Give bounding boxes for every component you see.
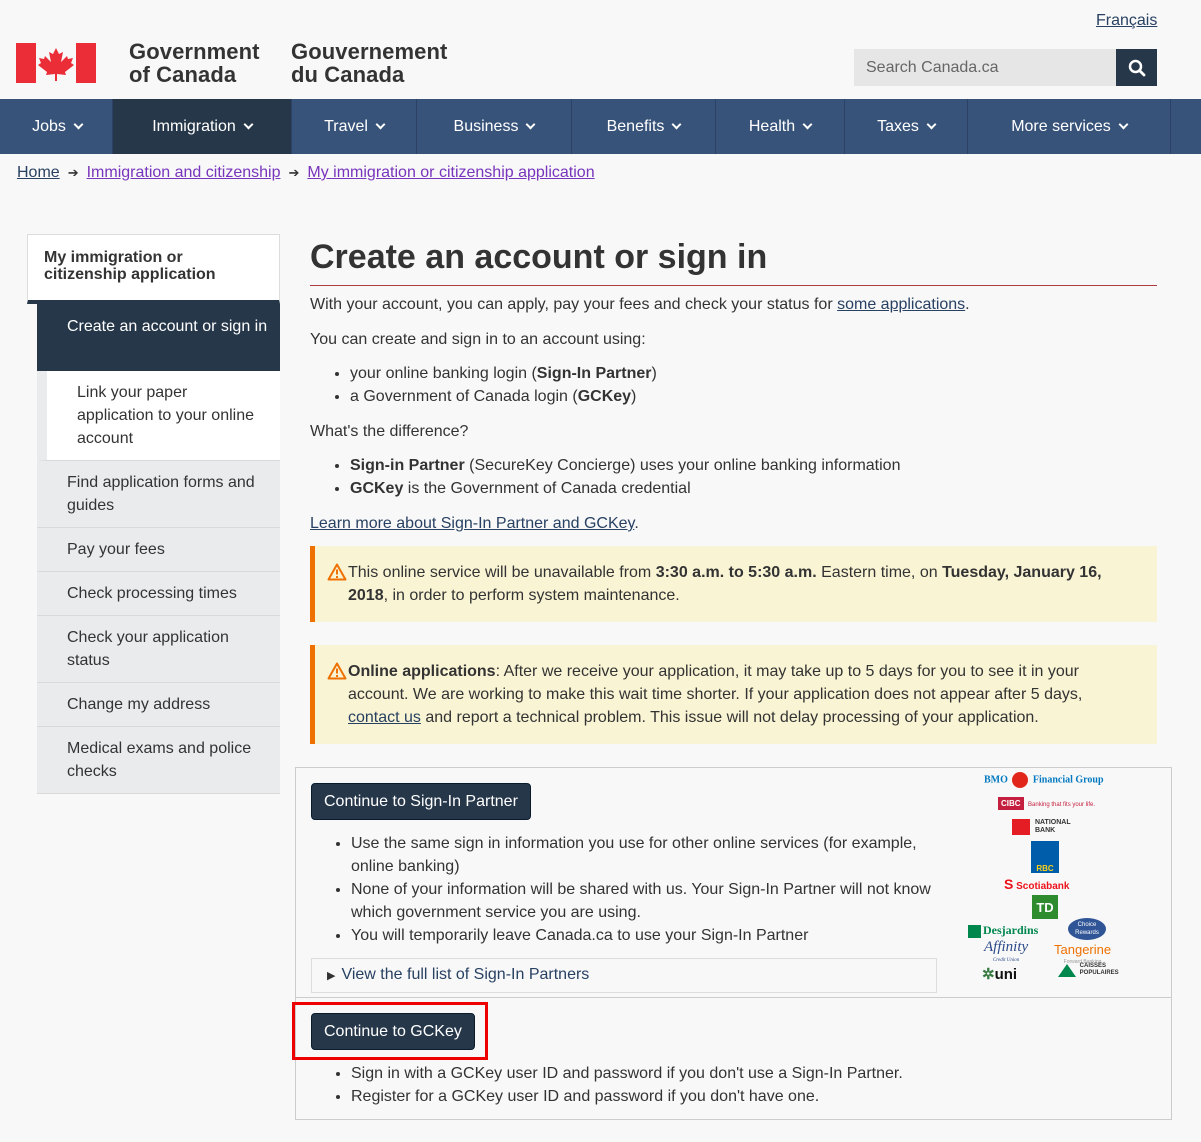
gckey-points (311, 1062, 1011, 1108)
sign-in-partner-points (311, 832, 951, 947)
arrow-right-icon: ➔ (67, 165, 79, 180)
national-bank-logo: NATIONAL BANK (1012, 819, 1071, 835)
difference-question: What's the difference? (310, 423, 469, 440)
list-item: • Use the same sign in information you use for other online services (for example, online banking) (351, 832, 951, 878)
sidebar-item-change-address[interactable]: Change my address (37, 683, 280, 727)
tangerine-logo: Tangerine Forward Banking (1054, 942, 1112, 965)
sidebar-item-link-paper-application[interactable]: Link your paper application to your online account (37, 371, 280, 461)
sidebar-item-processing-times[interactable]: Check processing times (37, 572, 280, 616)
chevron-down-icon (243, 120, 253, 130)
sidebar-item-find-forms[interactable]: Find application forms and guides (37, 461, 280, 528)
list-item: • your online banking login (Sign-In Partner) (350, 362, 657, 385)
rbc-logo: RBC (1031, 841, 1059, 873)
list-item: • Sign in with a GCKey user ID and password if you don't use a Sign-In Partner. (351, 1062, 1011, 1085)
list-item: • Register for a GCKey user ID and password if you don't have one. (351, 1085, 1011, 1108)
chevron-down-icon (803, 120, 813, 130)
continue-sign-in-partner-button[interactable]: Continue to Sign-In Partner (311, 783, 531, 820)
sidebar-nav (37, 304, 280, 794)
contact-us-link[interactable]: contact us (348, 709, 421, 726)
online-applications-alert: Online applications: After we receive your application, it may take up to 5 days for you to see it in your account. We are working to make this wait time shorter. If your application does not appear after 5 days, contact us and report a technical problem. This issue will not delay processing of your application. (310, 645, 1157, 744)
learn-more-link[interactable]: Learn more about Sign-In Partner and GCKey (310, 515, 635, 532)
intro-paragraph: With your account, you can apply, pay your fees and check your status for some applications. (310, 296, 970, 313)
highlight-box (292, 1002, 488, 1060)
sign-in-partner-logos (960, 768, 1160, 988)
chevron-down-icon (375, 120, 385, 130)
cibc-logo: CIBC Banking that fits your life. (998, 793, 1095, 811)
search-icon (1128, 59, 1146, 77)
breadcrumb-application-link[interactable]: My immigration or citizenship application (307, 164, 595, 181)
language-toggle-link[interactable]: Français (1096, 12, 1158, 29)
panel-divider (296, 997, 1171, 998)
menu-item-benefits[interactable]: Benefits (572, 99, 716, 154)
scotiabank-logo: S Scotiabank (1004, 876, 1070, 892)
caisses-populaires-logo: CAISSES POPULAIRES (1058, 963, 1119, 977)
list-item: • GCKey is the Government of Canada credential (350, 477, 900, 500)
menu-item-taxes[interactable]: Taxes (845, 99, 968, 154)
list-item: • a Government of Canada login (GCKey) (350, 385, 657, 408)
menu-item-business[interactable]: Business (417, 99, 572, 154)
government-signature-en: Government of Canada (129, 39, 260, 87)
view-partners-toggle[interactable]: ▶ View the full list of Sign-In Partners (311, 958, 937, 993)
choice-rewards-logo: Choice Rewards (1068, 918, 1106, 940)
chevron-down-icon (1118, 120, 1128, 130)
list-item: • You will temporarily leave Canada.ca to use your Sign-In Partner (351, 924, 951, 947)
main-menu (0, 99, 1201, 154)
breadcrumb-home-link[interactable]: Home (17, 164, 60, 181)
triangle-right-icon: ▶ (327, 970, 336, 982)
maintenance-alert: This online service will be unavailable from 3:30 a.m. to 5:30 a.m. Eastern time, on Tuesday, January 16, 2018, in order to perform system maintenance. (310, 546, 1157, 622)
affinity-logo: Affinity Credit Union (984, 939, 1029, 963)
chevron-down-icon (926, 120, 936, 130)
sidebar-heading[interactable]: My immigration or citizenship application (27, 234, 280, 304)
government-signature-fr: Gouvernement du Canada (291, 39, 448, 87)
menu-item-travel[interactable]: Travel (292, 99, 417, 154)
search-button[interactable] (1116, 49, 1157, 86)
login-options-list (310, 362, 657, 408)
bmo-logo: BMO Financial Group (984, 772, 1104, 788)
sidebar-item-medical-exams[interactable]: Medical exams and police checks (37, 727, 280, 794)
search-input[interactable] (854, 49, 1117, 86)
chevron-down-icon (672, 120, 682, 130)
some-applications-link[interactable]: some applications (837, 296, 966, 313)
sidebar-item-pay-fees[interactable]: Pay your fees (37, 528, 280, 572)
menu-item-jobs[interactable]: Jobs (2, 99, 113, 154)
warning-icon (327, 662, 347, 680)
title-underline (310, 285, 1157, 286)
can-create-text: You can create and sign in to an account using: (310, 331, 646, 348)
chevron-down-icon (73, 120, 83, 130)
menu-item-more-services[interactable]: More services (968, 99, 1171, 154)
td-logo: TD (1032, 895, 1058, 919)
sidebar-item-application-status[interactable]: Check your application status (37, 616, 280, 683)
page-title: Create an account or sign in (310, 238, 768, 276)
sidebar-item-create-account[interactable]: Create an account or sign in (37, 304, 280, 371)
learn-more-paragraph: Learn more about Sign-In Partner and GCKey. (310, 515, 639, 532)
uni-logo: ✲uni (982, 966, 1018, 983)
chevron-down-icon (526, 120, 536, 130)
list-item: • None of your information will be shared with us. Your Sign-In Partner will not know which government service you are using. (351, 878, 951, 924)
menu-item-immigration[interactable]: Immigration (113, 99, 292, 154)
canada-flag-icon (16, 43, 96, 83)
desjardins-logo: Desjardins (968, 923, 1038, 938)
differences-list (310, 454, 900, 500)
warning-icon (327, 563, 347, 581)
menu-item-health[interactable]: Health (716, 99, 845, 154)
continue-gckey-button[interactable]: Continue to GCKey (311, 1013, 475, 1050)
breadcrumb-immigration-link[interactable]: Immigration and citizenship (86, 164, 281, 181)
breadcrumb (17, 164, 595, 182)
arrow-right-icon: ➔ (288, 165, 300, 180)
list-item: • Sign-in Partner (SecureKey Concierge) uses your online banking information (350, 454, 900, 477)
